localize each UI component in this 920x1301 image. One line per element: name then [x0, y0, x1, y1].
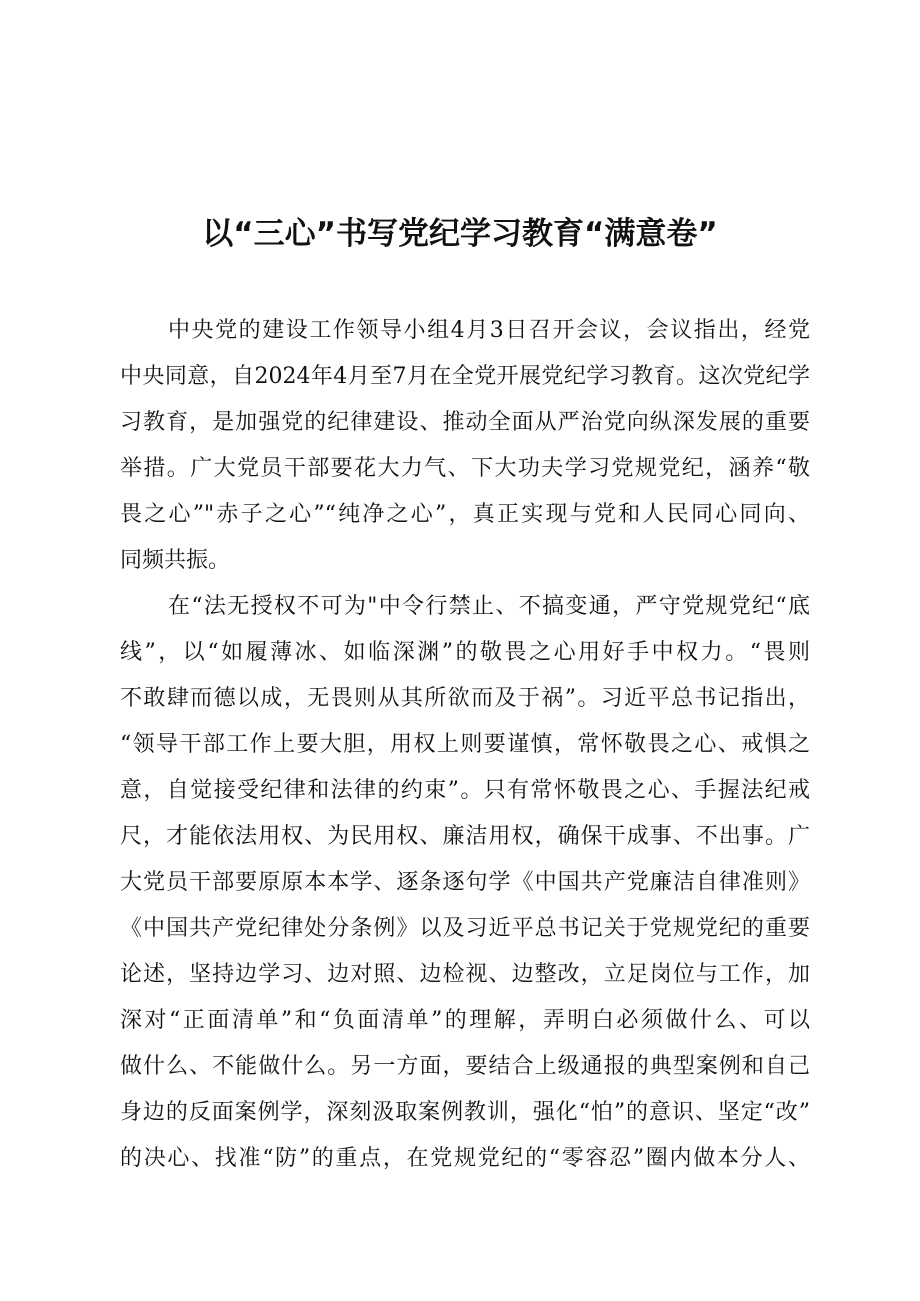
paragraph-2-line: 深对“正面清单”和“负面清单”的理解，弄明白必须做什么、可以	[120, 1008, 810, 1033]
paragraph-2-line: 《中国共产党纪律处分条例》以及习近平总书记关于党规党纪的重要	[120, 916, 810, 941]
paragraph-1-line: 举措。广大党员干部要花大力气、下大功夫学习党规党纪，涵养“敬	[120, 456, 810, 481]
paragraph-2-line: 的决心、找准“防”的重点，在党规党纪的“零容忍”圈内做本分人、	[120, 1146, 810, 1171]
paragraph-1-line: 畏之心”"赤子之心”“纯净之心”，真正实现与党和人民同心同向、	[120, 502, 810, 527]
paragraph-2-line: 线”，以“如履薄冰、如临深渊”的敬畏之心用好手中权力。“畏则	[120, 640, 810, 665]
paragraph-1-line: 中央同意，自2024年4月至7月在全党开展党纪学习教育。这次党纪学	[120, 364, 810, 389]
paragraph-2-line: 大党员干部要原原本本学、逐条逐句学《中国共产党廉洁自律准则》	[120, 870, 810, 895]
paragraph-2-line: 做什么、不能做什么。另一方面，要结合上级通报的典型案例和自己	[120, 1054, 810, 1079]
paragraph-1-line: 习教育，是加强党的纪律建设、推动全面从严治党向纵深发展的重要	[120, 410, 810, 435]
paragraph-2-line: 论述，坚持边学习、边对照、边检视、边整改，立足岗位与工作，加	[120, 962, 810, 987]
document-body	[120, 308, 810, 1182]
document-title: 以“三心”书写党纪学习教育“满意卷”	[202, 216, 718, 252]
paragraph-2-line: 尺，才能依法用权、为民用权、廉洁用权，确保干成事、不出事。广	[120, 824, 810, 849]
paragraph-2-line: 意，自觉接受纪律和法律的约束”。只有常怀敬畏之心、手握法纪戒	[120, 778, 810, 803]
paragraph-1-line: 同频共振。	[120, 548, 231, 573]
paragraph-1-line: 中央党的建设工作领导小组4月3日召开会议，会议指出，经党	[168, 318, 810, 343]
paragraph-2-line: 在“法无授权不可为"中令行禁止、不搞变通，严守党规党纪“底	[168, 594, 810, 619]
paragraph-2-line: “领导干部工作上要大胆，用权上则要谨慎，常怀敬畏之心、戒惧之	[120, 732, 810, 757]
paragraph-2-line: 不敢肆而德以成，无畏则从其所欲而及于祸”。习近平总书记指出，	[120, 686, 810, 711]
paragraph-2-line: 身边的反面案例学，深刻汲取案例教训，强化“怕”的意识、坚定“改”	[120, 1100, 810, 1125]
